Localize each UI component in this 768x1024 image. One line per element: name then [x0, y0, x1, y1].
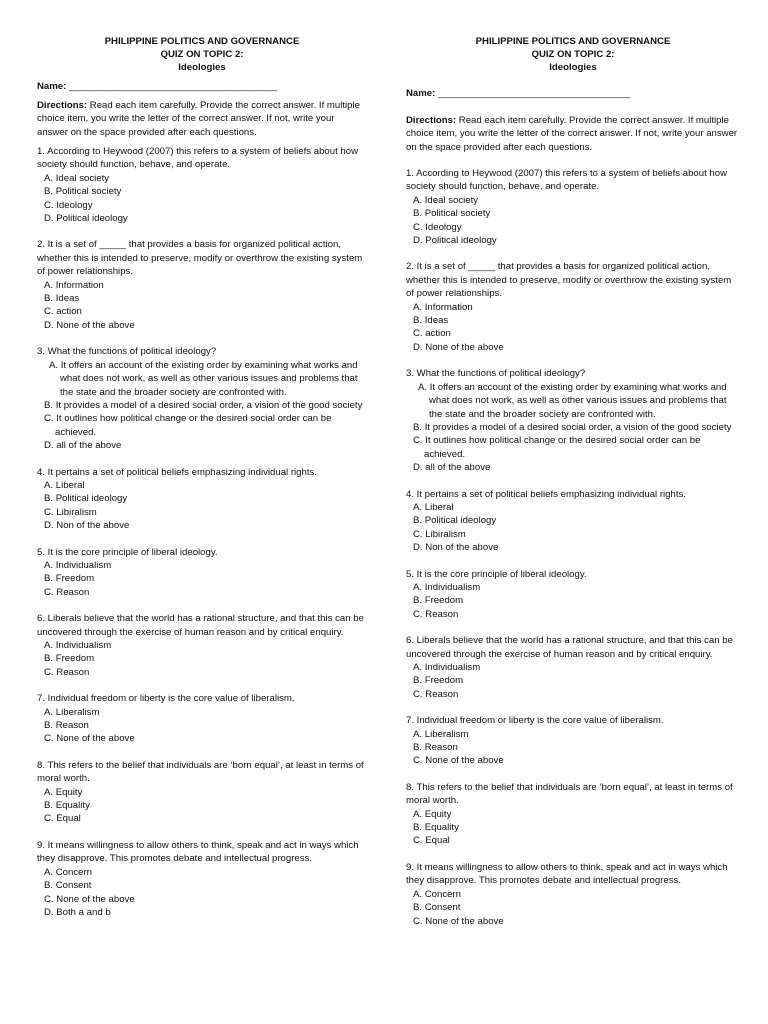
- option-2d: D. None of the above: [413, 341, 504, 353]
- question-6: [37, 612, 367, 679]
- directions: Directions: Read each item carefully. Provide the correct answer. If multiple choice item, you write the letter of the correct answer. If not, write your answer on the space provided after each questions.: [406, 114, 738, 153]
- question-8: [406, 781, 740, 848]
- option-8c: C. Equal: [413, 835, 450, 847]
- name-field[interactable]: Name: ____________________________________: [406, 88, 631, 100]
- question-text: 1. According to Heywood (2007) this refers to a system of beliefs about how society should function, behave, and operate.: [37, 146, 359, 171]
- directions: Directions: Read each item carefully. Provide the correct answer. If multiple choice item, you write the letter of the correct answer. If not, write your answer on the space provided after each questions.: [37, 99, 360, 138]
- option-3d: D. all of the above: [44, 440, 122, 452]
- option-5c: C. Reason: [44, 586, 90, 598]
- topic-title: Ideologies: [178, 61, 226, 73]
- question-3: [406, 367, 740, 474]
- option-7c: C. None of the above: [413, 755, 504, 767]
- question-9: [37, 839, 367, 919]
- question-text: 7. Individual freedom or liberty is the core value of liberalism.: [37, 693, 295, 705]
- option-3d: D. all of the above: [413, 462, 491, 474]
- question-text: 2. It is a set of _____ that provides a basis for organized political action, whether this is intended to preserve, modify or overthrow the existing system of power relationships.: [37, 239, 363, 278]
- option-7b: B. Reason: [413, 742, 458, 754]
- quiz-title: QUIZ ON TOPIC 2:: [160, 48, 244, 60]
- option-9d: D. Both a and b: [44, 906, 111, 918]
- option-2c: C. action: [413, 328, 451, 340]
- question-4: [37, 466, 367, 533]
- option-5c: C. Reason: [413, 608, 459, 620]
- option-3c: C. It outlines how political change or the desired social order can be achieved.: [413, 435, 701, 460]
- option-5b: B. Freedom: [44, 573, 95, 585]
- option-2d: D. None of the above: [44, 319, 135, 331]
- question-text: 1. According to Heywood (2007) this refers to a system of beliefs about how society should function, behave, and operate.: [406, 168, 728, 193]
- option-1d: D. Political ideology: [44, 213, 128, 225]
- option-1b: B. Political society: [413, 208, 491, 220]
- question-text: 4. It pertains a set of political beliefs emphasizing individual rights.: [37, 466, 317, 478]
- option-4a: A. Liberal: [44, 479, 85, 491]
- option-9c: C. None of the above: [413, 915, 504, 927]
- option-6a: A. Individualism: [44, 640, 112, 652]
- question-3: [37, 345, 367, 452]
- question-7: [406, 714, 740, 768]
- option-6c: C. Reason: [44, 666, 90, 678]
- question-text: 5. It is the core principle of liberal ideology.: [406, 568, 587, 580]
- question-2: [37, 238, 367, 332]
- question-text: 6. Liberals believe that the world has a rational structure, and that this can be uncovered through the exercise of human reason and by critical enquiry.: [37, 613, 364, 638]
- quiz-copy-left: [37, 36, 367, 919]
- option-2b: B. Ideas: [44, 293, 80, 305]
- option-8c: C. Equal: [44, 813, 81, 825]
- question-7: [37, 692, 367, 746]
- option-6a: A. Individualism: [413, 662, 481, 674]
- question-text: 7. Individual freedom or liberty is the core value of liberalism.: [406, 715, 664, 727]
- option-9a: A. Concern: [413, 888, 461, 900]
- option-3c: C. It outlines how political change or the desired social order can be achieved.: [44, 413, 332, 438]
- option-9b: B. Consent: [413, 902, 461, 914]
- option-9a: A. Concern: [44, 866, 92, 878]
- option-9b: B. Consent: [44, 880, 92, 892]
- question-text: 9. It means willingness to allow others to think, speak and act in ways which they disapprove. This promotes debate and intellectual progress.: [37, 839, 359, 865]
- question-9: [406, 861, 740, 928]
- option-7a: A. Liberalism: [413, 728, 469, 740]
- question-text: 9. It means willingness to allow others to think, speak and act in ways which they disapprove. This promotes debate and intellectual progress.: [406, 861, 728, 887]
- option-5a: A. Individualism: [413, 581, 481, 593]
- quiz-copy-right: [406, 36, 740, 928]
- option-4a: A. Liberal: [413, 501, 454, 513]
- option-4c: C. Libiralism: [44, 506, 97, 518]
- question-text: 3. What the functions of political ideology?: [37, 346, 217, 358]
- option-2b: B. Ideas: [413, 315, 449, 327]
- quiz-title: QUIZ ON TOPIC 2:: [531, 48, 615, 60]
- option-3a: A. It offers an account of the existing order by examining what works and what does not work, as well as other various issues and problems that the state and the broader society are confronted with.: [418, 381, 727, 420]
- option-1a: A. Ideal society: [44, 172, 110, 184]
- option-6b: B. Freedom: [413, 675, 464, 687]
- option-6b: B. Freedom: [44, 653, 95, 665]
- option-4b: B. Political ideology: [44, 493, 128, 505]
- option-6c: C. Reason: [413, 688, 459, 700]
- option-7a: A. Liberalism: [44, 706, 100, 718]
- option-8b: B. Equality: [44, 800, 90, 812]
- course-title: PHILIPPINE POLITICS AND GOVERNANCE: [475, 36, 671, 47]
- option-7c: C. None of the above: [44, 733, 135, 745]
- question-text: 5. It is the core principle of liberal ideology.: [37, 546, 218, 558]
- topic-title: Ideologies: [549, 61, 597, 73]
- course-title: PHILIPPINE POLITICS AND GOVERNANCE: [104, 36, 300, 47]
- option-5b: B. Freedom: [413, 595, 464, 607]
- option-1c: C. Ideology: [44, 199, 93, 211]
- question-8: [37, 759, 367, 826]
- option-3b: B. It provides a model of a desired social order, a vision of the good society: [413, 421, 732, 433]
- question-text: 8. This refers to the belief that individuals are ‘born equal’, at least in terms of moral worth.: [37, 759, 364, 785]
- question-text: 6. Liberals believe that the world has a rational structure, and that this can be uncovered through the exercise of human reason and by critical enquiry.: [406, 635, 733, 660]
- name-field[interactable]: Name: _______________________________________: [37, 81, 278, 93]
- option-2a: A. Information: [44, 279, 104, 291]
- option-4d: D. Non of the above: [44, 520, 130, 532]
- quiz-header: [37, 36, 367, 74]
- question-text: 8. This refers to the belief that individuals are ‘born equal’, at least in terms of moral worth.: [406, 781, 733, 807]
- option-3a: A. It offers an account of the existing order by examining what works and what does not work, as well as other various issues and problems that the state and the broader society are confronted with.: [49, 359, 358, 398]
- question-1: [406, 167, 740, 247]
- option-7b: B. Reason: [44, 720, 89, 732]
- option-4d: D. Non of the above: [413, 542, 499, 554]
- question-text: 4. It pertains a set of political beliefs emphasizing individual rights.: [406, 488, 686, 500]
- option-4c: C. Libiralism: [413, 528, 466, 540]
- question-text: 2. It is a set of _____ that provides a basis for organized political action, whether this is intended to preserve, modify or overthrow the existing system of power relationships.: [406, 261, 732, 300]
- option-4b: B. Political ideology: [413, 515, 497, 527]
- option-8a: A. Equity: [413, 808, 452, 820]
- option-8b: B. Equality: [413, 822, 459, 834]
- option-9c: C. None of the above: [44, 893, 135, 905]
- option-1a: A. Ideal society: [413, 194, 479, 206]
- option-5a: A. Individualism: [44, 559, 112, 571]
- question-4: [406, 488, 740, 555]
- option-2c: C. action: [44, 306, 82, 318]
- option-1d: D. Political ideology: [413, 235, 497, 247]
- option-2a: A. Information: [413, 301, 473, 313]
- option-8a: A. Equity: [44, 786, 83, 798]
- question-5: [37, 546, 367, 600]
- quiz-header: [406, 36, 740, 74]
- question-2: [406, 260, 740, 354]
- option-1c: C. Ideology: [413, 221, 462, 233]
- question-1: [37, 145, 367, 225]
- question-5: [406, 568, 740, 622]
- option-1b: B. Political society: [44, 186, 122, 198]
- option-3b: B. It provides a model of a desired social order, a vision of the good society: [44, 399, 363, 411]
- question-text: 3. What the functions of political ideology?: [406, 368, 586, 380]
- question-6: [406, 634, 740, 701]
